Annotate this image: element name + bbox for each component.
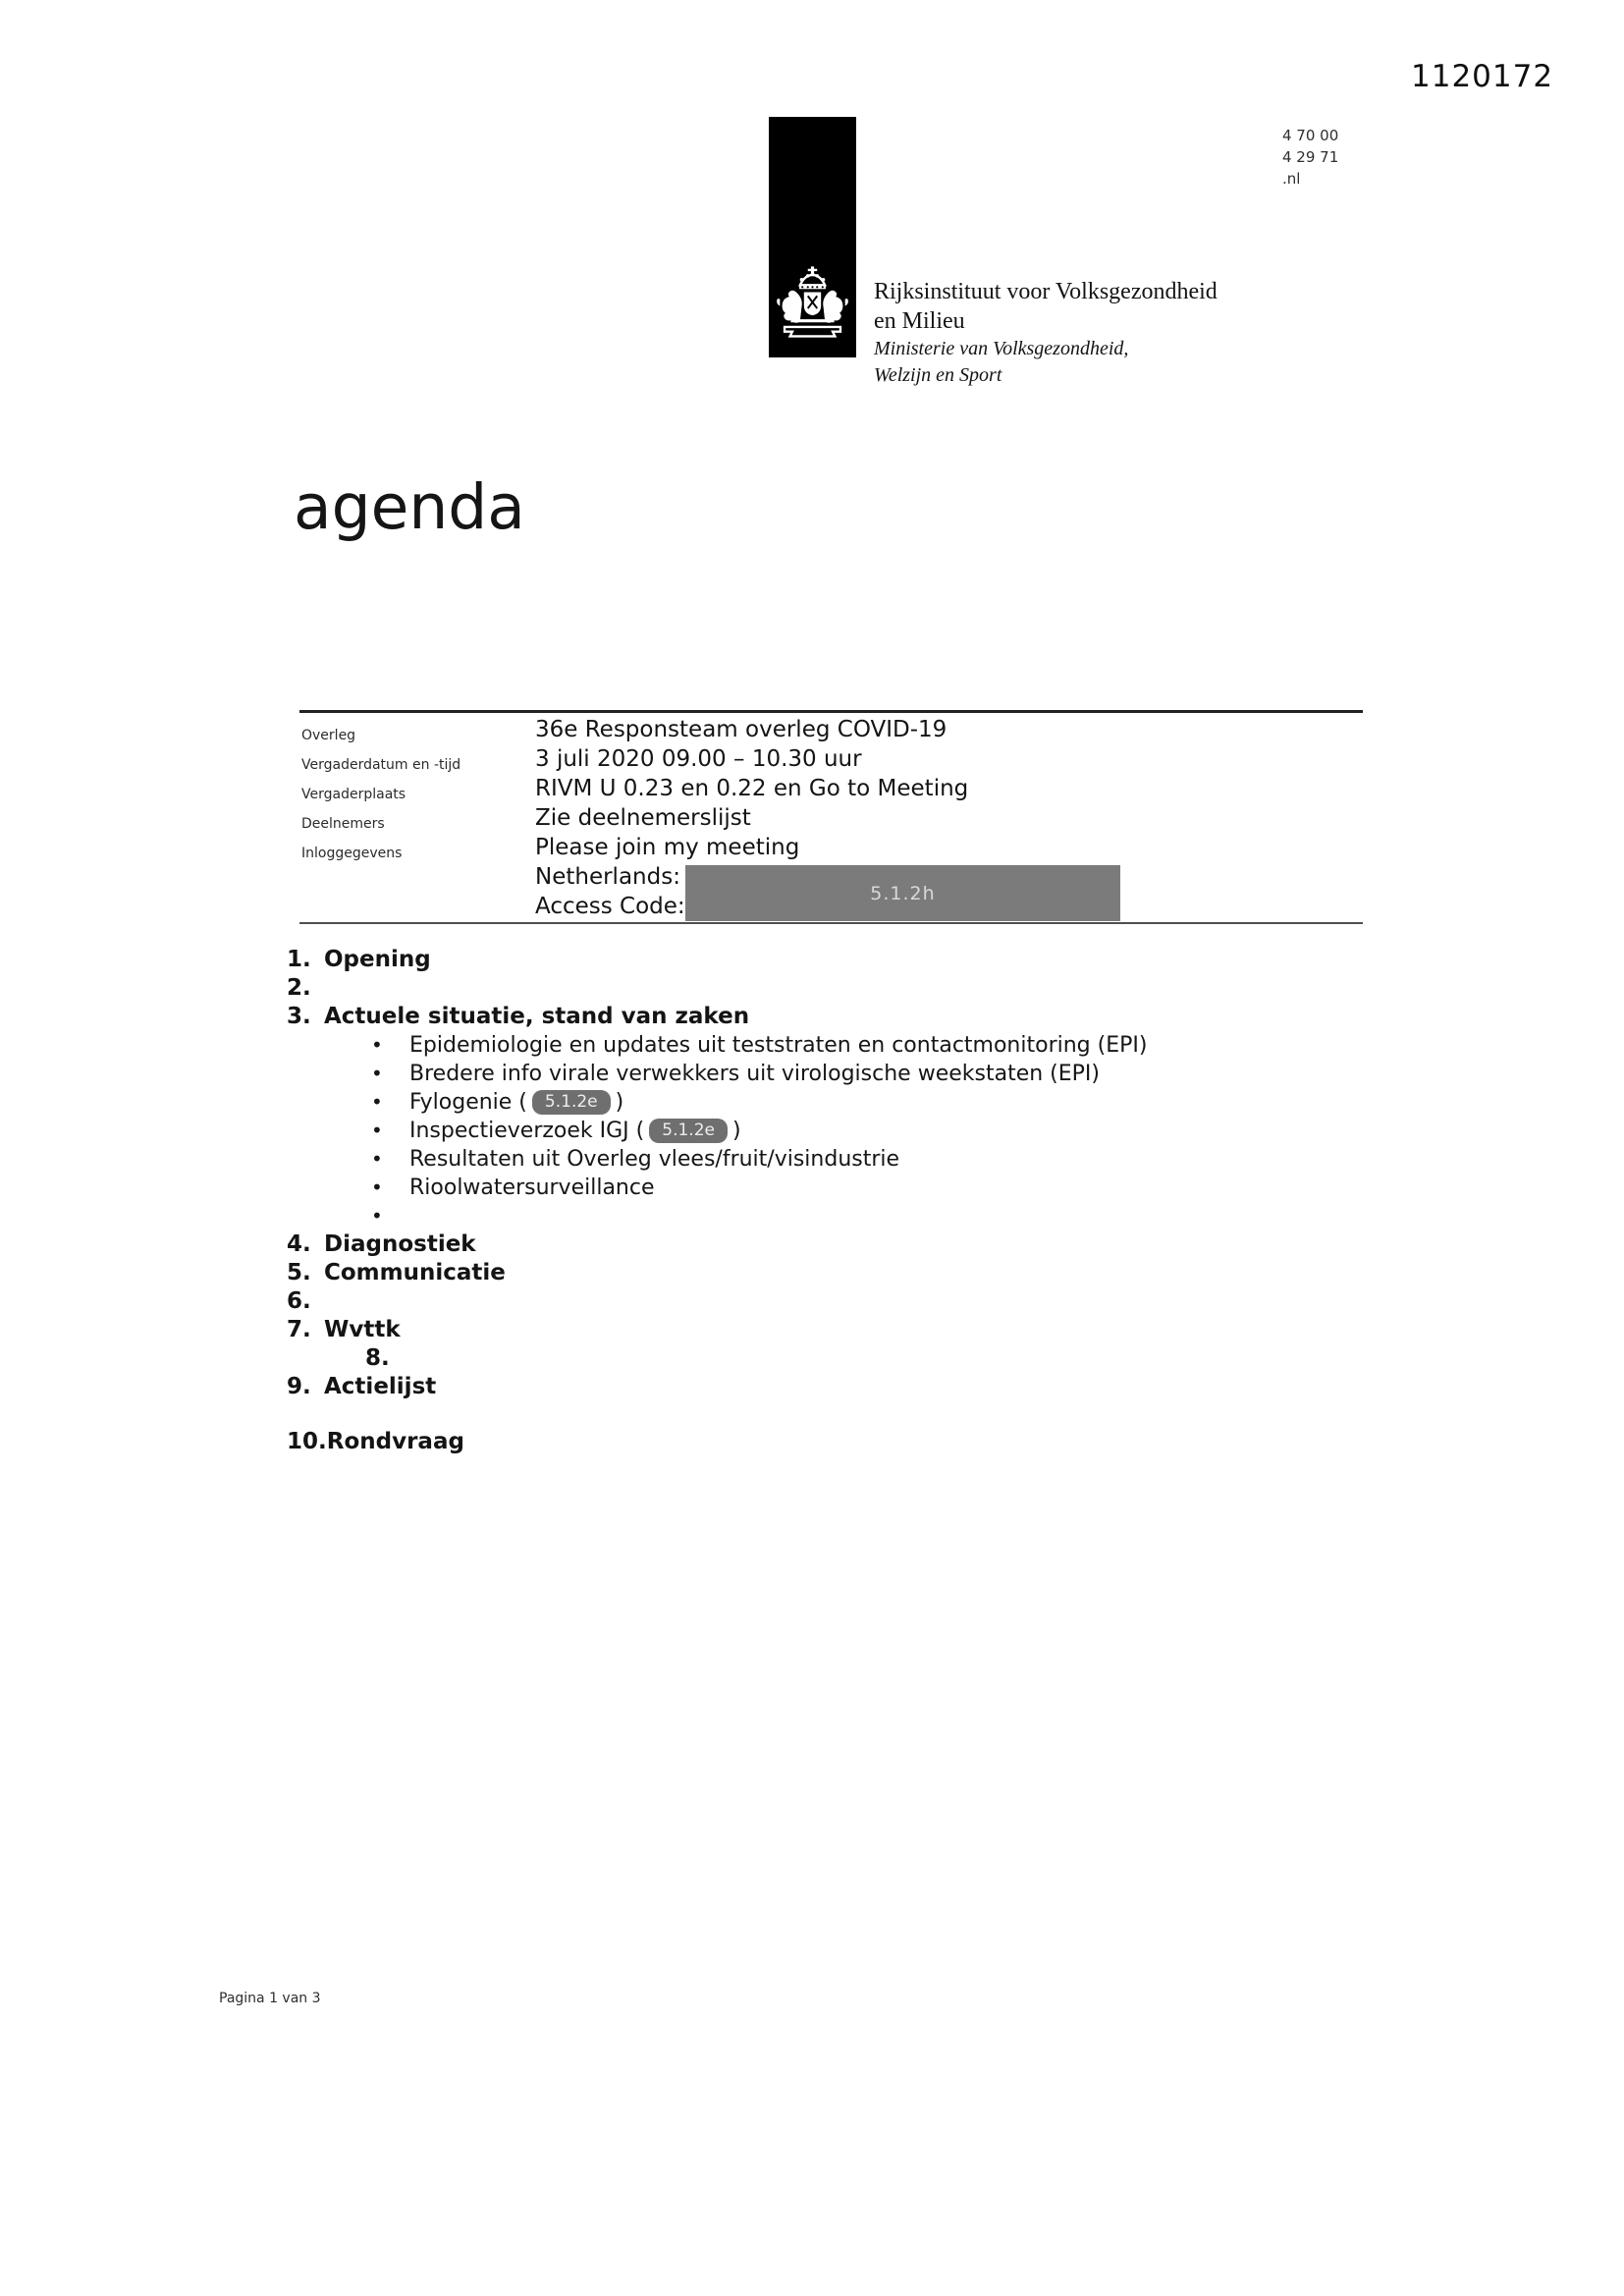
redaction-chip-5-1-2e: 5.1.2e [532, 1090, 611, 1115]
table-row-label: Vergaderplaats [301, 787, 406, 802]
org-name-block [874, 277, 1218, 389]
redaction-block-5-1-2h [685, 865, 1120, 921]
contact-line: .nl [1282, 170, 1301, 188]
table-label-column [301, 721, 460, 868]
agenda-bullet-item [371, 1060, 1406, 1088]
table-row-value: Please join my meeting [535, 835, 800, 860]
agenda-item-number: 3. [287, 1004, 311, 1029]
contact-fragment [1282, 125, 1338, 190]
agenda-bullet-text: Bredere info virale verwekkers uit virologische weekstaten (EPI) [409, 1062, 1100, 1086]
agenda-item-text: Actielijst [324, 1374, 437, 1399]
agenda-bullet-text: Epidemiologie en updates uit teststraten en contactmonitoring (EPI) [409, 1033, 1148, 1058]
agenda-item-text: Diagnostiek [324, 1231, 476, 1257]
agenda-item-number: 5. [287, 1260, 311, 1285]
table-row-value: RIVM U 0.23 en 0.22 en Go to Meeting [535, 776, 969, 801]
meeting-info-table [299, 710, 1363, 924]
table-row-label: Deelnemers [301, 816, 385, 832]
agenda-item-number: 4. [287, 1231, 311, 1257]
table-row-value: Access Code: [535, 894, 685, 919]
table-row-label: Vergaderdatum en -tijd [301, 757, 461, 773]
agenda-bullet-item [371, 1117, 1406, 1145]
contact-line: 4 70 00 [1282, 127, 1339, 144]
redaction-chip-5-1-2e: 5.1.2e [649, 1119, 728, 1143]
agenda-bullet-item [371, 1145, 1406, 1174]
agenda-item-number: 7. [287, 1317, 311, 1342]
table-row-value: Netherlands: [535, 864, 680, 890]
bullet-icon: • [371, 1204, 383, 1228]
redaction-label: 5.1.2h [870, 882, 936, 904]
agenda-item-number: 9. [287, 1374, 311, 1399]
agenda-bullet-text: Resultaten uit Overleg vlees/fruit/visindustrie [409, 1147, 900, 1172]
agenda-item-9 [287, 1373, 1406, 1401]
page-footer: Pagina 1 van 3 [219, 1991, 321, 2006]
bullet-icon: • [371, 1175, 383, 1199]
agenda-item-8 [365, 1344, 1406, 1373]
agenda-item-number: 8. [365, 1345, 390, 1371]
agenda-item-5 [287, 1259, 1406, 1287]
agenda-item-3 [287, 1003, 1406, 1031]
bullet-text-prefix: Inspectieverzoek IGJ ( [409, 1119, 645, 1143]
agenda-item-10 [287, 1428, 1406, 1456]
agenda-item-text: Opening [324, 947, 431, 972]
agenda-item-6 [287, 1287, 1406, 1316]
ministry-name-line2: Welzijn en Sport [874, 364, 1002, 386]
agenda-item-number: 1. [287, 947, 311, 972]
table-row-value: 36e Responsteam overleg COVID-19 [535, 717, 947, 742]
bullet-icon: • [371, 1090, 383, 1114]
agenda-item-1 [287, 946, 1406, 974]
document-number: 1120172 [1411, 59, 1554, 94]
rivm-logo [769, 117, 856, 357]
bullet-icon: • [371, 1147, 383, 1171]
agenda-bullet-item [371, 1202, 1406, 1230]
bullet-icon: • [371, 1062, 383, 1085]
bullet-text-prefix: Fylogenie ( [409, 1090, 527, 1115]
agenda-item-text: Actuele situatie, stand van zaken [324, 1004, 750, 1029]
org-name-line2: en Milieu [874, 308, 965, 334]
bullet-icon: • [371, 1119, 383, 1142]
page-title: agenda [294, 471, 525, 543]
agenda-bullet-text [409, 1088, 623, 1117]
dutch-royal-coat-of-arms-icon [774, 266, 851, 340]
agenda-bullet-item [371, 1031, 1406, 1060]
agenda-item-number: 10. [287, 1429, 327, 1454]
agenda-item-number: 2. [287, 975, 311, 1001]
agenda-item-text: Wvttk [324, 1317, 401, 1342]
agenda-item-number: 6. [287, 1288, 311, 1314]
table-row-label: Inloggegevens [301, 846, 403, 861]
agenda-bullet-text [409, 1117, 741, 1145]
bullet-text-suffix: ) [615, 1090, 624, 1115]
ministry-name-line1: Ministerie van Volksgezondheid, [874, 338, 1129, 359]
agenda-item-2 [287, 974, 1406, 1003]
agenda-item-4 [287, 1230, 1406, 1259]
agenda-item-7 [287, 1316, 1406, 1344]
agenda-item-text: Communicatie [324, 1260, 506, 1285]
agenda-bullet-item [371, 1088, 1406, 1117]
agenda-list [287, 946, 1406, 1456]
org-name-line1: Rijksinstituut voor Volksgezondheid [874, 279, 1218, 304]
table-row-value: Zie deelnemerslijst [535, 805, 751, 831]
table-row-label: Overleg [301, 728, 356, 743]
table-row-value: 3 juli 2020 09.00 – 10.30 uur [535, 746, 862, 772]
agenda-bullet-text: Rioolwatersurveillance [409, 1175, 655, 1200]
agenda-item-text: Rondvraag [326, 1429, 464, 1454]
agenda-bullet-item [371, 1174, 1406, 1202]
contact-line: 4 29 71 [1282, 148, 1339, 166]
bullet-icon: • [371, 1033, 383, 1057]
bullet-text-suffix: ) [731, 1119, 741, 1143]
